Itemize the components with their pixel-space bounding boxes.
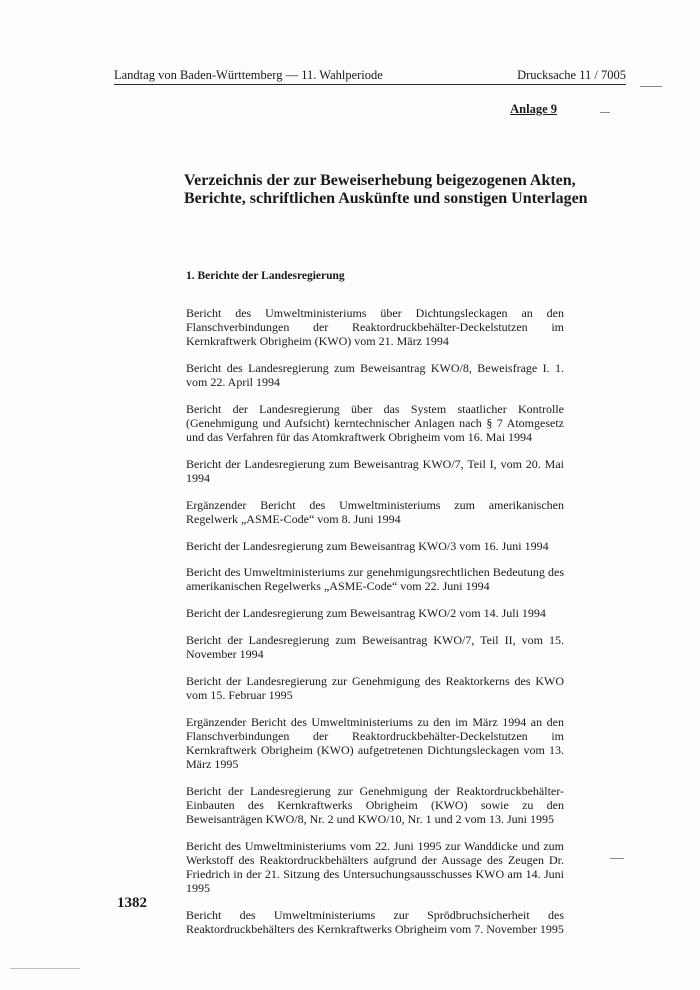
report-entry: Bericht der Landesregierung zur Genehmigung der Reaktordruckbehälter-Einbauten des Kernkraftwerks Obrigheim (KWO) sowie zu den Beweisanträgen KWO/8, Nr. 2 und KWO/10, Nr. 1 und 2 vom 13. Juni 1995 xyxy=(186,783,564,826)
report-entry: Bericht der Landesregierung zum Beweisantrag KWO/3 vom 16. Juni 1994 xyxy=(186,538,549,553)
report-entry: Bericht der Landesregierung zur Genehmigung des Reaktorkerns des KWO vom 15. Februar 1995 xyxy=(186,673,564,702)
report-entry: Bericht der Landesregierung über das System staatlicher Kontrolle (Genehmigung und Aufsicht) kerntechnischer Anlagen nach § 7 Atomgesetz und das Verfahren für das Atomkraftwerk Obrigheim vom 16. Mai 1994 xyxy=(186,401,564,445)
scan-artifact xyxy=(610,858,624,859)
page-number: 1382 xyxy=(117,895,147,911)
report-entry: Bericht des Landesregierung zum Beweisantrag KWO/8, Beweisfrage I. 1. vom 22. April 1994 xyxy=(186,360,564,390)
annex-label: Anlage 9 xyxy=(510,102,557,116)
scan-artifact xyxy=(600,112,610,113)
report-list xyxy=(186,294,564,949)
report-entry: Bericht der Landesregierung zum Beweisantrag KWO/7, Teil II, vom 15. November 1994 xyxy=(186,633,564,662)
report-entry: Bericht des Umweltministeriums über Dichtungsleckagen an den Flanschverbindungen der Reaktordruckbehälter-Deckelstutzen im Kernkraftwerk Obrigheim (KWO) vom 21. März 1994 xyxy=(186,306,564,349)
report-entry: Ergänzender Bericht des Umweltministeriums zum amerikanischen Regelwerk „ASME-Code“ vom 8. Juni 1994 xyxy=(186,497,564,526)
running-header xyxy=(114,68,626,85)
report-entry: Bericht der Landesregierung zum Beweisantrag KWO/2 vom 14. Juli 1994 xyxy=(186,606,546,621)
report-entry: Bericht des Umweltministeriums zur Sprödbruchsicherheit des Reaktordruckbehälters des Kernkraftwerks Obrigheim vom 7. November 1995 xyxy=(186,907,564,936)
report-entry: Ergänzender Bericht des Umweltministeriums zu den im März 1994 an den Flanschverbindungen der Reaktordruckbehälter-Deckelstutzen im Kernkraftwerk Obrigheim (KWO) aufgetretenen Dichtungsleckagen vom 13. März 1995 xyxy=(186,714,564,772)
report-entry: Bericht des Umweltministeriums vom 22. Juni 1995 zur Wanddicke und zum Werkstoff des Reaktordruckbehälters aufgrund der Aussage des Zeugen Dr. Friedrich in der 21. Sitzung des Untersuchungsausschusses KWO am 14. Juni 1995 xyxy=(186,838,564,896)
report-entry: Bericht der Landesregierung zum Beweisantrag KWO/7, Teil I, vom 20. Mai 1994 xyxy=(186,456,564,485)
header-document-number: Drucksache 11 / 7005 xyxy=(517,68,626,82)
scan-artifact xyxy=(640,86,662,87)
title-line-1: Verzeichnis der zur Beweiserhebung beigezogenen Akten, xyxy=(184,172,576,189)
scan-artifact xyxy=(10,968,80,969)
header-parliament-title: Landtag von Baden-Württemberg — 11. Wahlperiode xyxy=(114,68,383,82)
document-title xyxy=(184,172,588,208)
section-heading: 1. Berichte der Landesregierung xyxy=(186,270,345,282)
report-entry: Bericht des Umweltministeriums zur genehmigungsrechtlichen Bedeutung des amerikanischen Regelwerks „ASME-Code“ vom 22. Juni 1994 xyxy=(186,565,564,594)
title-line-2: Berichte, schriftlichen Auskünfte und sonstigen Unterlagen xyxy=(184,190,588,207)
